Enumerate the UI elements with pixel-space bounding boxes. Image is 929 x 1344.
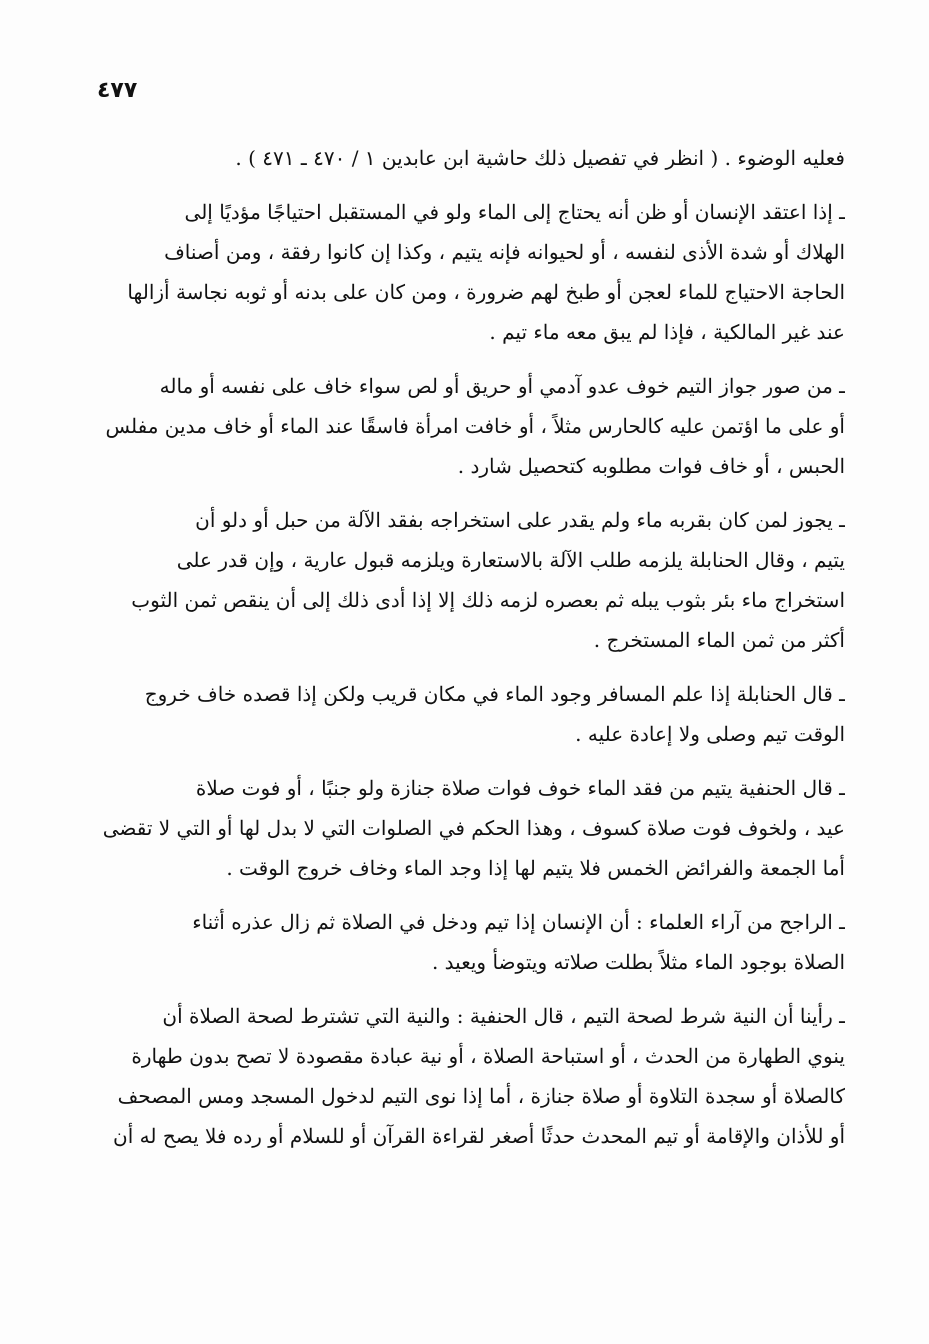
text-line: فعليه الوضوء . ( انظر في تفصيل ذلك حاشية ابن عابدين ١ / ٤٧٠ ـ ٤٧١ ) . [235, 146, 845, 170]
page-number: ٤٧٧ [97, 78, 138, 103]
paragraph-gap [97, 660, 845, 674]
text-line: أو على ما اؤتمن عليه كالحارس مثلاً ، أو خافت امرأة فاسقًا عند الماء أو خاف مدين مفلس [105, 414, 845, 438]
paragraph [97, 996, 845, 1156]
text-line: الحاجة الاحتياج للماء لعجن أو طبخ لهم ضرورة ، ومن كان على بدنه أو ثوبه نجاسة أزالها [127, 280, 845, 304]
text-line: أو للأذان والإقامة أو تيم المحدث حدثًا أصغر لقراءة القرآن أو للسلام أو رده فلا يصح له أن [113, 1124, 845, 1148]
text-line: الهلاك أو شدة الأذى لنفسه ، أو لحيوانه فإنه يتيم ، وكذا إن كانوا رفقة ، ومن أصناف [164, 240, 845, 264]
body-text [97, 138, 845, 1156]
text-line: ينوي الطهارة من الحدث ، أو استباحة الصلاة ، أو نية عبادة مقصودة لا تصح بدون طهارة [131, 1044, 845, 1068]
paragraph [97, 674, 845, 754]
paragraph-gap [97, 888, 845, 902]
text-line: ـ إذا اعتقد الإنسان أو ظن أنه يحتاج إلى الماء ولو في المستقبل احتياجًا مؤديًا إلى [184, 200, 845, 224]
paragraph [97, 500, 845, 660]
text-line: ـ من صور جواز التيم خوف عدو آدمي أو حريق أو لص سواء خاف على نفسه أو ماله [159, 374, 845, 398]
paragraph-gap [97, 352, 845, 366]
text-line: ـ قال الحنفية يتيم من فقد الماء خوف فوات صلاة جنازة ولو جنبًا ، أو فوت صلاة [195, 776, 845, 800]
text-line: يتيم ، وقال الحنابلة يلزمه طلب الآلة بالاستعارة ويلزمه قبول عارية ، وإن قدر على [176, 548, 845, 572]
text-line: كالصلاة أو سجدة التلاوة أو صلاة جنازة ، أما إذا نوى التيم لدخول المسجد ومس المصحف [117, 1084, 845, 1108]
text-line: الصلاة بوجود الماء مثلاً بطلت صلاته ويتوضأ ويعيد . [431, 950, 845, 974]
text-line: أكثر من ثمن الماء المستخرج . [593, 628, 845, 652]
paragraph-gap [97, 982, 845, 996]
text-line: ـ يجوز لمن كان بقربه ماء ولم يقدر على استخراجه بفقد الآلة من حبل أو دلو أن [195, 508, 845, 532]
text-line: استخراج ماء بئر بثوب يبله ثم بعصره لزمه ذلك إلا إذا أدى ذلك إلى أن ينقص ثمن الثوب [131, 588, 845, 612]
paragraph [97, 138, 845, 178]
paragraph [97, 768, 845, 888]
text-line: عند غير المالكية ، فإذا لم يبق معه ماء تيم . [489, 320, 845, 344]
paragraph [97, 192, 845, 352]
paragraph-gap [97, 754, 845, 768]
paragraph [97, 902, 845, 982]
paragraph-gap [97, 178, 845, 192]
text-line: ـ قال الحنابلة إذا علم المسافر وجود الماء في مكان قريب ولكن إذا قصده خاف خروج [144, 682, 845, 706]
text-line: أما الجمعة والفرائض الخمس فلا يتيم لها إذا وجد الماء وخاف خروج الوقت . [226, 856, 845, 880]
paragraph-gap [97, 486, 845, 500]
text-line: ـ الراجح من آراء العلماء : أن الإنسان إذا تيم ودخل في الصلاة ثم زال عذره أثناء [192, 910, 845, 934]
text-line: الحبس ، أو خاف فوات مطلوبه كتحصيل شارد . [457, 454, 845, 478]
text-line: ـ رأينا أن النية شرط لصحة التيم ، قال الحنفية : والنية التي تشترط لصحة الصلاة أن [162, 1004, 845, 1028]
text-line: عيد ، ولخوف فوت صلاة كسوف ، وهذا الحكم في الصلوات التي لا بدل لها أو التي لا تقضى [102, 816, 845, 840]
paragraph [97, 366, 845, 486]
text-line: الوقت تيم وصلى ولا إعادة عليه . [575, 722, 845, 746]
